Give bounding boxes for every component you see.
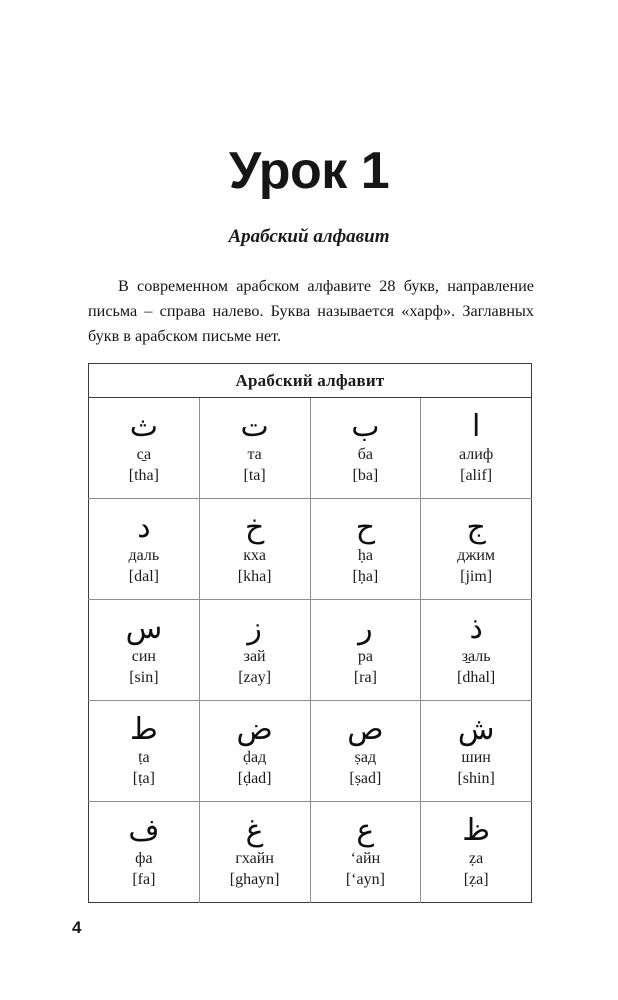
letter-transliteration: [zay] <box>238 669 272 687</box>
letter-name-cyrillic: ḍад <box>243 749 267 767</box>
letter-name-cyrillic: гхайн <box>235 850 274 868</box>
letter-cell <box>199 701 310 802</box>
letter-cell <box>199 802 310 903</box>
letter-transliteration: [sin] <box>129 669 159 687</box>
letter-name-cyrillic: ṣад <box>354 749 377 767</box>
letter-transliteration: [jim] <box>460 568 493 586</box>
table-caption: Арабский алфавит <box>89 364 532 398</box>
arabic-letter-glyph: ز <box>247 610 262 646</box>
page-number: 4 <box>72 918 82 937</box>
arabic-letter-glyph: د <box>137 509 151 545</box>
letter-cell-content <box>421 398 531 498</box>
letter-cell-content <box>311 802 421 902</box>
letter-name-cyrillic: джим <box>457 547 496 565</box>
arabic-letter-glyph: ب <box>351 408 380 444</box>
letter-cell-content <box>200 600 310 700</box>
letter-name-cyrillic: фа <box>135 850 153 868</box>
letter-transliteration: [dhal] <box>457 669 496 687</box>
arabic-letter-glyph: ش <box>457 711 495 747</box>
letter-transliteration: [kha] <box>237 568 272 586</box>
letter-cell <box>310 398 421 499</box>
letter-cell-content <box>311 600 421 700</box>
letter-cell-content <box>200 701 310 801</box>
letter-transliteration: [tha] <box>128 467 159 485</box>
letter-name-cyrillic: ḥа <box>357 547 373 565</box>
letter-cell <box>199 499 310 600</box>
letter-name-cyrillic: з̱аль <box>461 648 491 666</box>
letter-name-cyrillic: алиф <box>459 446 494 464</box>
letter-cell <box>421 398 532 499</box>
table-header-row <box>89 364 532 398</box>
letter-cell <box>421 802 532 903</box>
lesson-title: Урок 1 <box>228 141 390 200</box>
letter-cell <box>89 499 200 600</box>
table-body <box>89 398 532 903</box>
intro-paragraph: В современном арабском алфавите 28 букв, направление письма – справа налево. Буква называется «харф». Заглавных букв в арабском письме нет. <box>88 277 534 346</box>
letter-cell <box>310 600 421 701</box>
letter-cell-content <box>200 499 310 599</box>
letter-cell-content <box>311 398 421 498</box>
letter-name-cyrillic: та <box>247 446 262 464</box>
letter-cell-content <box>89 499 199 599</box>
letter-cell-content <box>421 802 531 902</box>
letter-transliteration: [ẓa] <box>463 871 489 889</box>
letter-cell-content <box>200 802 310 902</box>
table-row <box>89 398 532 499</box>
letter-transliteration: [fa] <box>132 871 156 889</box>
table-row <box>89 600 532 701</box>
arabic-letter-glyph: ح <box>355 509 376 545</box>
arabic-letter-glyph: ف <box>128 812 160 848</box>
letter-cell <box>199 600 310 701</box>
arabic-letter-glyph: ا <box>471 408 481 444</box>
letter-cell <box>89 701 200 802</box>
arabic-letter-glyph: ث <box>129 408 158 444</box>
letter-transliteration: [ʻayn] <box>345 871 385 889</box>
letter-cell-content <box>421 600 531 700</box>
arabic-letter-glyph: ج <box>466 509 486 545</box>
letter-transliteration: [alif] <box>460 467 493 485</box>
letter-name-cyrillic: даль <box>128 547 160 565</box>
letter-cell <box>310 802 421 903</box>
section-subtitle: Арабский алфавит <box>228 225 390 247</box>
letter-name-cyrillic: ẓа <box>469 850 484 868</box>
arabic-letter-glyph: ط <box>130 711 158 747</box>
letter-transliteration: [ḥa] <box>352 568 379 586</box>
table-row <box>89 802 532 903</box>
arabic-alphabet-table <box>88 363 532 903</box>
arabic-letter-glyph: ض <box>236 711 273 747</box>
letter-transliteration: [ḍad] <box>237 770 272 788</box>
letter-name-cyrillic: зай <box>243 648 266 666</box>
letter-cell-content <box>421 701 531 801</box>
letter-cell-content <box>311 701 421 801</box>
letter-cell-content <box>89 398 199 498</box>
arabic-letter-glyph: ظ <box>462 812 490 848</box>
letter-cell <box>89 600 200 701</box>
letter-cell <box>310 701 421 802</box>
letter-transliteration: [shin] <box>457 770 495 788</box>
letter-cell-content <box>421 499 531 599</box>
letter-cell <box>421 701 532 802</box>
arabic-letter-glyph: س <box>125 610 163 646</box>
letter-name-cyrillic: ра <box>357 648 373 666</box>
letter-name-cyrillic: ṭа <box>138 749 150 767</box>
letter-transliteration: [dal] <box>128 568 159 586</box>
letter-transliteration: [ta] <box>243 467 266 485</box>
arabic-letter-glyph: ص <box>347 711 384 747</box>
letter-transliteration: [ṭa] <box>132 770 155 788</box>
arabic-letter-glyph: ت <box>240 408 269 444</box>
letter-name-cyrillic: шин <box>461 749 491 767</box>
letter-transliteration: [ghayn] <box>229 871 280 889</box>
letter-transliteration: [ba] <box>352 467 379 485</box>
letter-name-cyrillic: син <box>131 648 156 666</box>
arabic-letter-glyph: ع <box>356 812 375 848</box>
letter-name-cyrillic: ба <box>357 446 373 464</box>
table-row <box>89 701 532 802</box>
letter-cell-content <box>89 802 199 902</box>
letter-cell <box>199 398 310 499</box>
letter-cell <box>89 398 200 499</box>
letter-cell <box>421 600 532 701</box>
arabic-letter-glyph: ر <box>358 610 373 646</box>
letter-name-cyrillic: с̱а <box>136 446 152 464</box>
letter-cell-content <box>200 398 310 498</box>
arabic-letter-glyph: غ <box>245 812 264 848</box>
letter-cell-content <box>89 701 199 801</box>
arabic-letter-glyph: ذ <box>469 610 483 646</box>
letter-cell <box>421 499 532 600</box>
letter-name-cyrillic: ʻайн <box>350 850 381 868</box>
letter-cell-content <box>311 499 421 599</box>
letter-transliteration: [ra] <box>353 669 377 687</box>
letter-name-cyrillic: кха <box>243 547 266 565</box>
letter-cell-content <box>89 600 199 700</box>
letter-transliteration: [ṣad] <box>349 770 382 788</box>
letter-cell <box>310 499 421 600</box>
table-row <box>89 499 532 600</box>
arabic-letter-glyph: خ <box>244 509 265 545</box>
letter-cell <box>89 802 200 903</box>
